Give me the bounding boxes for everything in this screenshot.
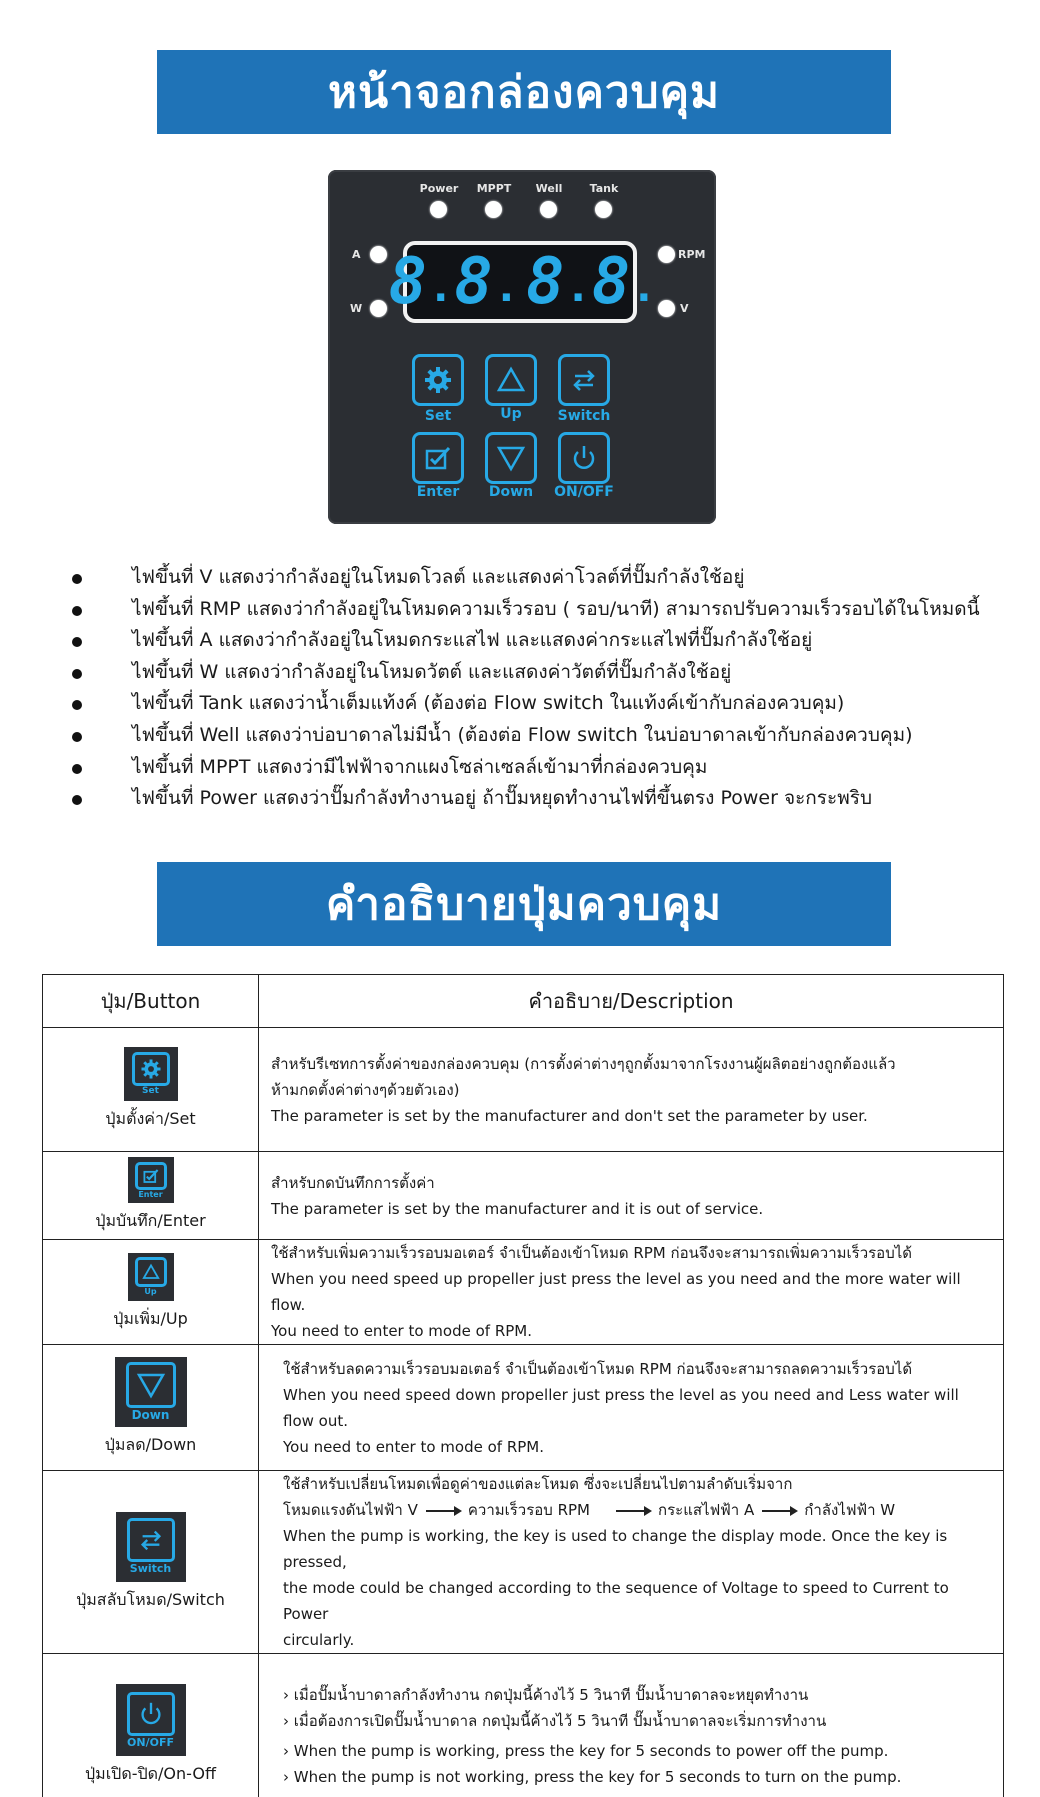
led-w xyxy=(370,300,387,317)
led-v xyxy=(658,300,675,317)
button-caption: ปุ่มตั้งค่า/Set xyxy=(105,1109,196,1128)
list-item: ไฟขึ้นที่ Tank แสดงว่าน้ำเต็มแท้งค์ (ต้องต่อ Flow switch ในแท้งค์เข้ากับกล่องควบคุม) xyxy=(70,688,1030,720)
icon-label: Enter xyxy=(138,1189,163,1199)
description-line: สำหรับรีเซทการตั้งค่าของกล่องควบคุม (การตั้งค่าต่างๆถูกตั้งมาจากโรงงานผู้ผลิตอย่างถูกต้องแล้ว xyxy=(271,1054,896,1073)
button-caption: ปุ่มเปิด-ปิด/On-Off xyxy=(85,1764,216,1783)
display-dot: . xyxy=(433,265,449,311)
column-header-button: ปุ่ม/Button xyxy=(43,975,259,1028)
section-title: คำอธิบายปุ่มควบคุม xyxy=(325,879,723,930)
description-cell xyxy=(259,1654,1004,1797)
button-cell xyxy=(43,1152,259,1240)
led-label-mppt: MPPT xyxy=(476,182,512,195)
panel-switch-button[interactable] xyxy=(558,354,610,406)
display-digit: 8 xyxy=(591,245,631,319)
button-description-table xyxy=(42,974,1004,1797)
table-row xyxy=(43,1654,1004,1797)
sequence-step: ความเร็วรอบ RPM xyxy=(467,1501,590,1519)
display-digit: 8 xyxy=(454,245,493,319)
panel-onoff-button[interactable] xyxy=(558,432,610,484)
arrow-right-icon xyxy=(616,1510,650,1512)
onoff-button-icon xyxy=(116,1684,186,1756)
description-line: สำหรับกดบันทึกการตั้งค่า xyxy=(271,1173,435,1192)
led-label-well: Well xyxy=(535,182,563,195)
led-label-a: A xyxy=(352,248,361,261)
description-cell xyxy=(259,1345,1004,1471)
description-line: › When the pump is working, press the key for 5 seconds to power off the pump. xyxy=(283,1741,889,1760)
led-tank xyxy=(595,201,612,218)
panel-enter-button[interactable] xyxy=(412,432,464,484)
description-line: When you need speed down propeller just press the level as you need and Less water will flow out. xyxy=(283,1385,959,1430)
button-caption: ปุ่มบันทึก/Enter xyxy=(95,1211,206,1230)
enter-button-icon xyxy=(128,1157,174,1203)
led-indicator-list xyxy=(70,562,1030,815)
led-rpm xyxy=(658,246,675,263)
screen-title-banner xyxy=(157,50,891,134)
triangle-down-icon xyxy=(136,1370,166,1400)
display-digit: 8 xyxy=(388,245,428,319)
description-line: the mode could be changed according to the sequence of Voltage to speed to Current to Power xyxy=(283,1579,949,1623)
description-line: › เมื่อต้องการเปิดปั๊มน้ำบาดาล กดปุ่มนี้ค้างไว้ 5 วินาที ปั๊มน้ำบาดาลจะเริ่มการทำงาน xyxy=(283,1711,827,1730)
display-dot: . xyxy=(498,265,514,311)
gear-icon xyxy=(140,1058,162,1080)
table-header-row xyxy=(43,975,1004,1028)
description-line: You need to enter to mode of RPM. xyxy=(283,1437,545,1456)
list-item: ไฟขึ้นที่ Power แสดงว่าปั๊มกำลังทำงานอยู่ ถ้าปั๊มหยุดทำงานไฟที่ขึ้นตรง Power จะกระพริบ xyxy=(70,783,1030,815)
table-row xyxy=(43,1471,1004,1654)
button-cell xyxy=(43,1028,259,1152)
description-cell xyxy=(259,1240,1004,1345)
check-edit-icon xyxy=(423,443,453,473)
description-line: › When the pump is not working, press the key for 5 seconds to turn on the pump. xyxy=(283,1767,902,1786)
list-item: ไฟขึ้นที่ W แสดงว่ากำลังอยู่ในโหมดวัตต์ และแสดงค่าวัตต์ที่ปั๊มกำลังใช้อยู่ xyxy=(70,657,1030,689)
panel-down-label: Down xyxy=(488,484,534,500)
led-label-tank: Tank xyxy=(589,182,619,195)
description-cell xyxy=(259,1152,1004,1240)
display-dot: . xyxy=(636,265,652,311)
gear-icon xyxy=(423,365,453,395)
led-mppt xyxy=(485,201,502,218)
led-label-v: V xyxy=(680,302,689,315)
sequence-step: กำลังไฟฟ้า W xyxy=(804,1501,896,1519)
check-edit-icon xyxy=(142,1167,160,1185)
triangle-down-icon xyxy=(496,443,526,473)
led-power xyxy=(430,201,447,218)
led-well xyxy=(540,201,557,218)
control-panel xyxy=(328,170,716,524)
description-line: When you need speed up propeller just press the level as you need and the more water will flow. xyxy=(271,1270,961,1314)
panel-switch-label: Switch xyxy=(557,408,611,424)
icon-label: Up xyxy=(144,1287,157,1296)
icon-label: ON/OFF xyxy=(127,1735,174,1749)
button-caption: ปุ่มลด/Down xyxy=(104,1435,197,1454)
description-line: You need to enter to mode of RPM. xyxy=(271,1322,533,1340)
power-icon xyxy=(137,1700,165,1728)
description-line: ใช้สำหรับเพิ่มความเร็วรอบมอเตอร์ จำเป็นต้องเข้าโหมด RPM ก่อนจึงจะสามารถเพิ่มความเร็วรอบได้ xyxy=(271,1244,913,1262)
list-item: ไฟขึ้นที่ RMP แสดงว่ากำลังอยู่ในโหมดความเร็วรอบ ( รอบ/นาที) สามารถปรับความเร็วรอบได้ในโหมดนี้ xyxy=(70,594,1030,626)
panel-set-button[interactable] xyxy=(412,354,464,406)
screen-title: หน้าจอกล่องควบคุม xyxy=(327,67,721,118)
icon-label: Down xyxy=(131,1408,170,1422)
table-row xyxy=(43,1240,1004,1345)
description-cell xyxy=(259,1471,1004,1654)
button-caption: ปุ่มสลับโหมด/Switch xyxy=(76,1589,225,1609)
panel-onoff-label: ON/OFF xyxy=(554,484,614,500)
list-item: ไฟขึ้นที่ V แสดงว่ากำลังอยู่ในโหมดโวลต์ และแสดงค่าโวลต์ที่ปั๊มกำลังใช้อยู่ xyxy=(70,562,1030,594)
description-line: The parameter is set by the manufacturer and it is out of service. xyxy=(271,1199,764,1218)
table-row xyxy=(43,1028,1004,1152)
column-header-description: คำอธิบาย/Description xyxy=(259,975,1004,1028)
panel-down-button[interactable] xyxy=(485,432,537,484)
mode-sequence xyxy=(283,1497,991,1523)
list-item: ไฟขึ้นที่ A แสดงว่ากำลังอยู่ในโหมดกระแสไฟ และแสดงค่ากระแสไฟที่ปั๊มกำลังใช้อยู่ xyxy=(70,625,1030,657)
led-label-w: W xyxy=(350,302,363,315)
arrow-right-icon xyxy=(762,1510,796,1512)
icon-label: Set xyxy=(142,1086,159,1096)
description-line: ใช้สำหรับลดความเร็วรอบมอเตอร์ จำเป็นต้องเข้าโหมด RPM ก่อนจึงจะสามารถลดความเร็วรอบได้ xyxy=(283,1359,913,1378)
swap-arrows-icon xyxy=(137,1526,165,1554)
button-cell xyxy=(43,1654,259,1797)
description-line: circularly. xyxy=(283,1631,355,1649)
arrow-right-icon xyxy=(426,1510,460,1512)
table-row xyxy=(43,1345,1004,1471)
led-label-rpm: RPM xyxy=(678,248,706,261)
description-line: The parameter is set by the manufacturer and don't set the parameter by user. xyxy=(271,1106,868,1125)
panel-set-label: Set xyxy=(424,408,452,424)
button-cell xyxy=(43,1471,259,1654)
swap-arrows-icon xyxy=(569,365,599,395)
seven-segment-display xyxy=(388,241,652,323)
description-cell xyxy=(259,1028,1004,1152)
up-button-icon xyxy=(128,1253,174,1301)
list-item: ไฟขึ้นที่ Well แสดงว่าบ่อบาดาลไม่มีน้ำ (ต้องต่อ Flow switch ในบ่อบาดาลเข้ากับกล่องควบคุม) xyxy=(70,720,1030,752)
triangle-up-icon xyxy=(496,365,526,395)
sequence-step: โหมดแรงดันไฟฟ้า V xyxy=(283,1501,418,1519)
list-item: ไฟขึ้นที่ MPPT แสดงว่ามีไฟฟ้าจากแผงโซล่าเซลล์เข้ามาที่กล่องควบคุม xyxy=(70,752,1030,784)
panel-enter-label: Enter xyxy=(416,484,460,500)
panel-up-button[interactable] xyxy=(485,354,537,406)
button-cell xyxy=(43,1345,259,1471)
button-cell xyxy=(43,1240,259,1345)
button-caption: ปุ่มเพิ่ม/Up xyxy=(113,1308,188,1328)
led-label-power: Power xyxy=(419,182,459,195)
description-line: ใช้สำหรับเปลี่ยนโหมดเพื่อดูค่าของแต่ละโหมด ซึ่งจะเปลี่ยนไปตามลำดับเริ่มจาก xyxy=(283,1475,793,1493)
button-description-banner xyxy=(157,862,891,946)
set-button-icon xyxy=(124,1047,178,1101)
panel-up-label: Up xyxy=(500,406,522,422)
switch-button-icon xyxy=(116,1512,186,1582)
display-dot: . xyxy=(570,265,586,311)
down-button-icon xyxy=(115,1357,187,1427)
table-row xyxy=(43,1152,1004,1240)
sequence-step: กระแสไฟฟ้า A xyxy=(658,1501,755,1519)
description-line: ห้ามกดตั้งค่าต่างๆด้วยตัวเอง) xyxy=(271,1080,460,1099)
display-digit: 8 xyxy=(526,245,565,319)
description-line: › เมื่อปั๊มน้ำบาดาลกำลังทำงาน กดปุ่มนี้ค้างไว้ 5 วินาที ปั๊มน้ำบาดาลจะหยุดทำงาน xyxy=(283,1685,809,1704)
power-icon xyxy=(569,443,599,473)
led-a xyxy=(370,246,387,263)
description-line: When the pump is working, the key is used to change the display mode. Once the key is pressed, xyxy=(283,1527,948,1571)
triangle-up-icon xyxy=(142,1263,160,1281)
icon-label: Switch xyxy=(129,1562,172,1575)
